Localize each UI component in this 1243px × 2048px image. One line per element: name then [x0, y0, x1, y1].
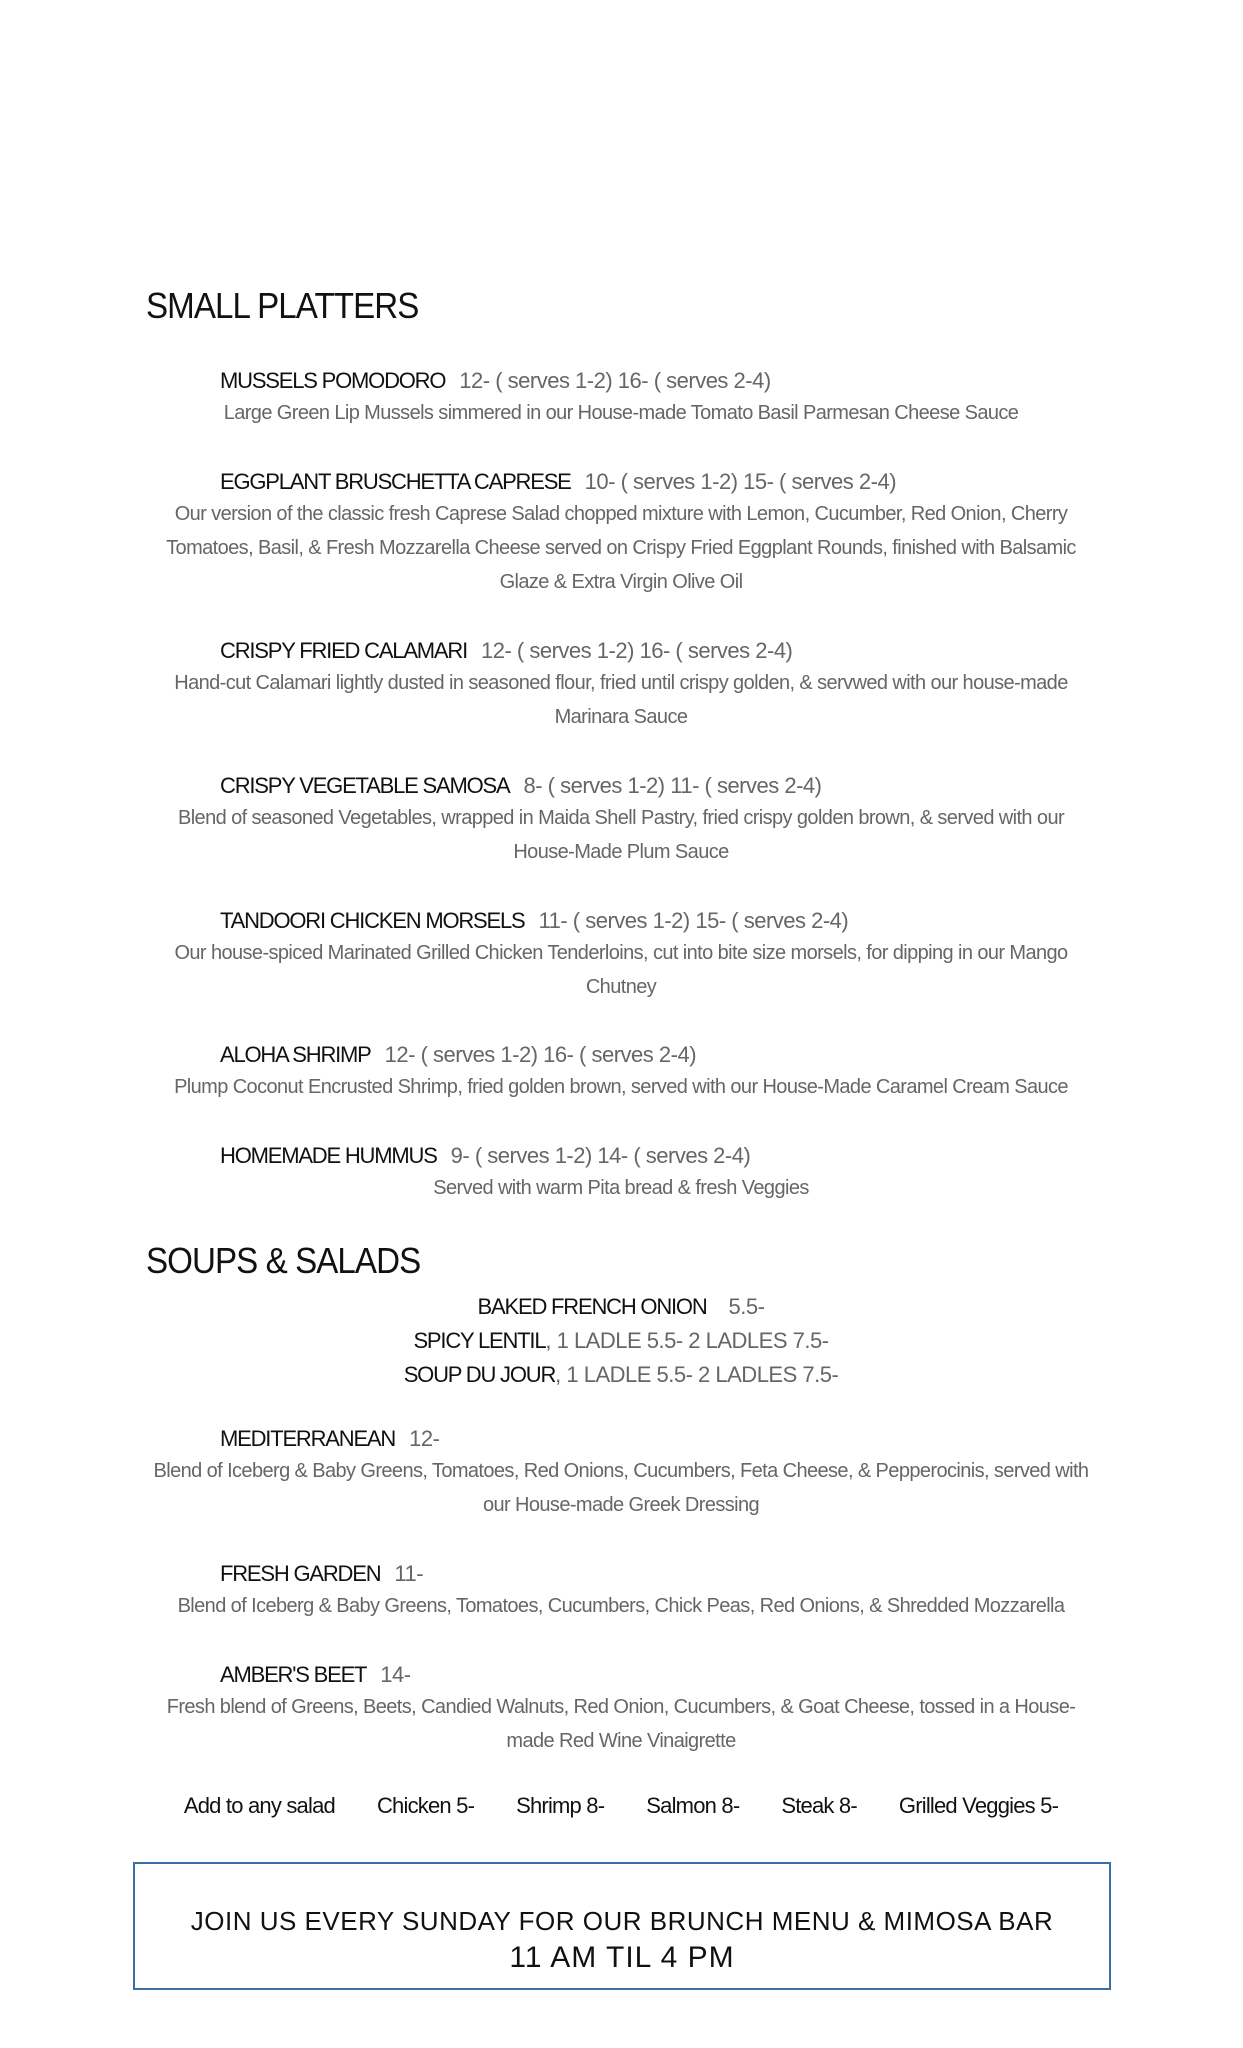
item-name: CRISPY FRIED CALAMARI [220, 638, 468, 663]
soups-list [146, 1290, 1096, 1392]
section-title-small-platters: SMALL PLATTERS [146, 285, 419, 326]
item-price: 14- [380, 1662, 411, 1687]
item-description: Our house-spiced Marinated Grilled Chicken Tenderloins, cut into bite size morsels, for dipping in our Mango Chutney [174, 942, 1068, 998]
menu-item-crispy-fried-calamari [146, 636, 1096, 734]
item-description: Plump Coconut Encrusted Shrimp, fried golden brown, served with our House-Made Caramel Cream Sauce [174, 1076, 1068, 1098]
item-name: EGGPLANT BRUSCHETTA CAPRESE [220, 469, 571, 494]
soup-price: 5.5- [728, 1294, 765, 1319]
addon-grilled-veggies: Grilled Veggies 5- [898, 1793, 1059, 1818]
menu-item-ambers-beet [146, 1660, 1096, 1758]
brunch-announcement: JOIN US EVERY SUNDAY FOR OUR BRUNCH MENU & MIMOSA BAR [190, 1906, 1054, 1936]
item-description: Served with warm Pita bread & fresh Veggies [433, 1177, 809, 1199]
item-price: 12- ( serves 1-2) 16- ( serves 2-4) [459, 368, 771, 393]
soup-price: , 1 LADLE 5.5- 2 LADLES 7.5- [545, 1328, 829, 1353]
item-description: Blend of seasoned Vegetables, wrapped in Maida Shell Pastry, fried crispy golden brown, & served with our House-Made Plum Sauce [177, 807, 1065, 863]
item-description: Fresh blend of Greens, Beets, Candied Walnuts, Red Onion, Cucumbers, & Goat Cheese, tossed in a House-made Red Wine Vinaigrette [166, 1696, 1076, 1752]
item-price: 12- ( serves 1-2) 16- ( serves 2-4) [481, 638, 793, 663]
item-price: 8- ( serves 1-2) 11- ( serves 2-4) [523, 773, 822, 798]
soup-name: SPICY LENTIL [413, 1328, 546, 1353]
soup-line [146, 1358, 1096, 1392]
menu-item-eggplant-bruschetta [146, 467, 1096, 599]
soup-line [146, 1290, 1096, 1324]
item-price: 11- ( serves 1-2) 15- ( serves 2-4) [538, 908, 849, 933]
salad-addons [146, 1793, 1096, 1819]
addon-chicken: Chicken 5- [376, 1793, 475, 1818]
item-name: CRISPY VEGETABLE SAMOSA [220, 773, 510, 798]
item-price: 9- ( serves 1-2) 14- ( serves 2-4) [450, 1143, 751, 1168]
addons-label: Add to any salad [183, 1793, 335, 1818]
soup-name: SOUP DU JOUR [403, 1362, 556, 1387]
soup-name: BAKED FRENCH ONION [477, 1294, 707, 1319]
item-description: Blend of Iceberg & Baby Greens, Tomatoes, Red Onions, Cucumbers, Feta Cheese, & Pepperocinis, served with our House-made Greek Dressing [153, 1460, 1089, 1516]
menu-item-vegetable-samosa [146, 771, 1096, 869]
addon-salmon: Salmon 8- [646, 1793, 740, 1818]
item-name: MUSSELS POMODORO [220, 368, 446, 393]
item-description: Hand-cut Calamari lightly dusted in seasoned flour, fried until crispy golden, & servwed with our house-made Marinara Sauce [174, 672, 1068, 728]
section-title-soups-salads: SOUPS & SALADS [146, 1240, 421, 1281]
menu-item-aloha-shrimp [146, 1040, 1096, 1104]
item-price: 12- [409, 1426, 440, 1451]
menu-item-mussels-pomodoro [146, 366, 1096, 430]
item-price: 10- ( serves 1-2) 15- ( serves 2-4) [584, 469, 897, 494]
item-name: TANDOORI CHICKEN MORSELS [220, 908, 525, 933]
addon-shrimp: Shrimp 8- [516, 1793, 605, 1818]
addon-steak: Steak 8- [781, 1793, 857, 1818]
brunch-hours: 11 AM TIL 4 PM [509, 1941, 735, 1974]
item-name: HOMEMADE HUMMUS [220, 1143, 437, 1168]
menu-item-fresh-garden [146, 1559, 1096, 1623]
soup-price: , 1 LADLE 5.5- 2 LADLES 7.5- [555, 1362, 839, 1387]
item-name: ALOHA SHRIMP [220, 1042, 371, 1067]
item-name: FRESH GARDEN [220, 1561, 381, 1586]
soup-line [146, 1324, 1096, 1358]
item-price: 12- ( serves 1-2) 16- ( serves 2-4) [384, 1042, 697, 1067]
menu-item-homemade-hummus [146, 1141, 1096, 1205]
item-name: AMBER'S BEET [220, 1662, 367, 1687]
item-description: Blend of Iceberg & Baby Greens, Tomatoes, Cucumbers, Chick Peas, Red Onions, & Shredded Mozzarella [177, 1595, 1065, 1617]
item-description: Our version of the classic fresh Caprese Salad chopped mixture with Lemon, Cucumber, Red Onion, Cherry Tomatoes, Basil, & Fresh Mozzarella Cheese served on Crispy Fried Eggplant Rounds, finished with Balsamic Glaze & Extra Virgin Olive Oil [166, 503, 1076, 593]
item-name: MEDITERRANEAN [220, 1426, 396, 1451]
menu-item-tandoori-chicken [146, 906, 1096, 1004]
item-price: 11- [394, 1561, 424, 1586]
item-description: Large Green Lip Mussels simmered in our House-made Tomato Basil Parmesan Cheese Sauce [223, 402, 1019, 424]
menu-item-mediterranean [146, 1424, 1096, 1522]
brunch-banner [133, 1862, 1111, 1990]
